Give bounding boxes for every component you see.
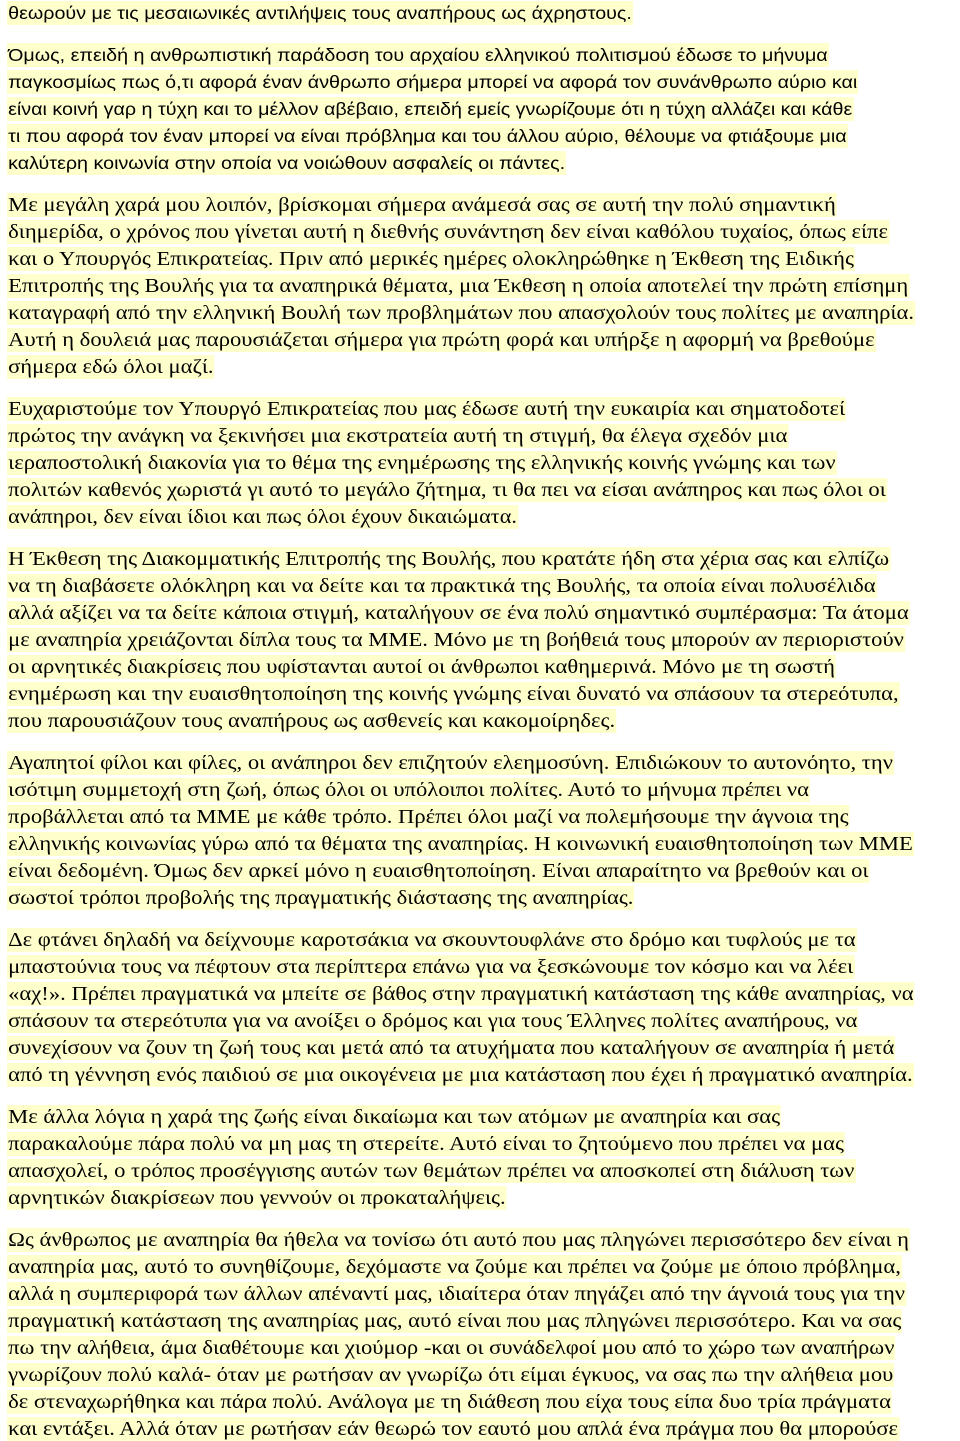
text-line <box>7 397 846 421</box>
highlighted-text: προβάλλεται από τα ΜΜΕ με κάθε τρόπο. Πρέπει όλοι μαζί να πολεμήσουμε την άγνοια της <box>8 806 849 828</box>
text-line <box>7 478 886 502</box>
text-line <box>7 601 909 625</box>
highlighted-text: Δε φτάνει δηλαδή να δείχνουμε καροτσάκια να σκουντουφλάνε στο δρόμο και τυφλούς με τα <box>8 929 856 951</box>
highlighted-text: Με άλλα λόγια η χαρά της ζωής είναι δικαίωμα και των ατόμων με αναπηρία και σας <box>8 1106 781 1128</box>
text-line <box>7 274 909 298</box>
text-line <box>7 655 835 679</box>
text-line <box>7 1105 781 1129</box>
text-line <box>7 124 847 148</box>
highlighted-text: που παρουσιάζουν τους αναπήρους ως ασθενείς και κακομοίρηδες. <box>8 710 616 732</box>
highlighted-text: από τη γέννηση ενός παιδιού σε μια οικογένεια με μια κατάσταση που έχει ή πραγματικό αναπηρία. <box>8 1064 913 1086</box>
text-line <box>7 1228 909 1252</box>
highlighted-text: θεωρούν με τις μεσαιωνικές αντιλήψεις τους αναπήρους ως άχρηστους. <box>8 3 632 23</box>
highlighted-text: ιεραποστολική διακονία για το θέμα της ενημέρωσης της ελληνικής κοινής γνώμης και των <box>8 452 836 474</box>
highlighted-text: «αχ!». Πρέπει πραγματικά να μπείτε σε βάθος στην πραγματική κατάσταση της κάθε αναπηρίας, να <box>8 983 914 1005</box>
highlighted-text: σήμερα εδώ όλοι μαζί. <box>8 356 214 378</box>
highlighted-text: και ο Υπουργός Επικρατείας. Πριν από μερικές ημέρες ολοκληρώθηκε η Έκθεση της Ειδικής <box>8 248 854 270</box>
highlighted-text: αλλά αξίζει να τα δείτε κάποια στιγμή, καταλήγουν σε ένα πολύ σημαντικό συμπέρασμα: Τα άτομα <box>8 602 909 624</box>
text-line <box>7 355 214 379</box>
text-line <box>7 220 888 244</box>
text-line <box>7 451 836 475</box>
text-line <box>7 424 788 448</box>
highlighted-text: Με μεγάλη χαρά μου λοιπόν, βρίσκομαι σήμερα ανάμεσά σας σε αυτή την πολύ σημαντική <box>8 194 836 216</box>
text-line <box>7 682 899 706</box>
highlighted-text: είναι κοινή γαρ η τύχη και το μέλλον αβέβαιο, επειδή εμείς γνωρίζουμε ότι η τύχη αλλάζει και κάθε <box>8 99 853 119</box>
text-line <box>7 574 876 598</box>
highlighted-text: καταγραφή από την ελληνική Βουλή των προβλημάτων που απασχολούν τους πολίτες με αναπηρία. <box>8 302 915 324</box>
text-line <box>7 1036 895 1060</box>
text-line <box>7 505 517 529</box>
text-line <box>7 1132 844 1156</box>
text-line <box>7 193 836 217</box>
highlighted-text: Επιτροπής της Βουλής για τα αναπηρικά θέματα, μια Έκθεση η οποία αποτελεί την πρώτη επίσημη <box>8 275 909 297</box>
highlighted-text: παγκοσμίως πως ό,τι αφορά έναν άνθρωπο σήμερα μπορεί να αφορά τον συνάνθρωπο αύριο και <box>8 72 858 92</box>
highlighted-text: συνεχίσουν να ζουν τη ζωή τους και μετά από τα ατυχήματα που καταλήγουν σε αναπηρία ή μετά <box>8 1037 895 1059</box>
text-line <box>7 1186 506 1210</box>
text-line <box>7 1159 855 1183</box>
text-line <box>7 151 566 175</box>
highlighted-text: διημερίδα, ο χρόνος που γίνεται αυτή η διεθνής συνάντηση δεν είναι καθόλου τυχαίος, όπως είπε <box>8 221 888 243</box>
highlighted-text: Η Έκθεση της Διακομματικής Επιτροπής της Βουλής, που κρατάτε ήδη στα χέρια σας και ελπίζω <box>8 548 890 570</box>
text-line <box>7 247 854 271</box>
highlighted-text: σωστοί τρόποι προβολής της πραγματικής διάστασης της αναπηρίας. <box>8 887 634 909</box>
highlighted-text: ισότιμη συμμετοχή στη ζωή, όπως όλοι οι υπόλοιποι πολίτες. Αυτό το μήνυμα πρέπει να <box>8 779 809 801</box>
text-line <box>7 805 849 829</box>
highlighted-text: Αγαπητοί φίλοι και φίλες, οι ανάπηροι δεν επιζητούν ελεημοσύνη. Επιδιώκουν το αυτονόητο, την <box>8 752 893 774</box>
highlighted-text: αναπηρία μας, αυτό το συνηθίζουμε, δεχόμαστε να ζούμε και πρέπει να ζούμε με όποιο πρόβλημα, <box>8 1256 901 1278</box>
text-line <box>7 751 893 775</box>
highlighted-text: πω την αλήθεια, άμα διαθέτουμε και χιούμορ -και οι συνάδελφοί μου από το χώρο των αναπήρων <box>8 1337 895 1359</box>
highlighted-text: Ως άνθρωπος με αναπηρία θα ήθελα να τονίσω ότι αυτό που μας πληγώνει περισσότερο δεν είναι η <box>8 1229 909 1251</box>
text-line <box>7 859 869 883</box>
text-line <box>7 982 914 1006</box>
text-line <box>7 1 632 25</box>
highlighted-text: μπαστούνια τους να πέφτουν στα περίπτερα επάνω για να ξεσκώνουμε τον κόσμο και να λέει <box>8 956 854 978</box>
text-line <box>7 1417 899 1441</box>
text-line <box>7 43 828 67</box>
highlighted-text: Όμως, επειδή η ανθρωπιστική παράδοση του αρχαίου ελληνικού πολιτισμού έδωσε το μήνυμα <box>8 45 828 65</box>
text-line <box>7 1009 858 1033</box>
text-line <box>7 328 875 352</box>
highlighted-text: είναι δεδομένη. Όμως δεν αρκεί μόνο η ευαισθητοποίηση. Είναι απαραίτητο να βρεθούν και οι <box>8 860 869 882</box>
text-line <box>7 832 913 856</box>
highlighted-text: οι αρνητικές διακρίσεις που υφίστανται αυτοί οι άνθρωποι καθημερινά. Μόνο με τη σωστή <box>8 656 835 678</box>
highlighted-text: πρώτος την ανάγκη να ξεκινήσει μια εκστρατεία αυτή τη στιγμή, θα έλεγα σχεδόν μια <box>8 425 788 447</box>
highlighted-text: ελληνικής κοινωνίας γύρω από τα θέματα της αναπηρίας. Η κοινωνική ευαισθητοποίηση των ΜΜΕ <box>8 833 913 855</box>
text-line <box>7 955 854 979</box>
text-line <box>7 97 853 121</box>
text-line <box>7 928 856 952</box>
highlighted-text: δε στεναχωρήθηκα και πάρα πολύ. Ανάλογα με τη διάθεση που είχα τους είπα δυο τρία πράγματα <box>8 1391 891 1413</box>
highlighted-text: ανάπηροι, δεν είναι ίδιοι και πως όλοι έχουν δικαιώματα. <box>8 506 517 528</box>
text-line <box>7 709 616 733</box>
highlighted-text: σπάσουν τα στερεότυπα για να ανοίξει ο δρόμος και για τους Έλληνες πολίτες αναπήρους, να <box>8 1010 858 1032</box>
text-line <box>7 886 634 910</box>
text-line <box>7 1390 891 1414</box>
highlighted-text: Αυτή η δουλειά μας παρουσιάζεται σήμερα για πρώτη φορά και υπήρξε η αφορμή να βρεθούμε <box>8 329 875 351</box>
highlighted-text: τι που αφορά τον έναν μπορεί να είναι πρόβλημα και του άλλου αύριο, θέλουμε να φτιάξουμε μια <box>8 126 847 146</box>
text-line <box>7 1063 913 1087</box>
highlighted-text: να τη διαβάσετε ολόκληρη και να δείτε και τα πρακτικά της Βουλής, τα οποία είναι πολυσέλιδα <box>8 575 876 597</box>
highlighted-text: και εντάξει. Αλλά όταν με ρωτήσαν εάν θεωρώ τον εαυτό μου απλά ένα πράγμα που θα μπορούσε <box>8 1418 899 1440</box>
highlighted-text: Ευχαριστούμε τον Υπουργό Επικρατείας που μας έδωσε αυτή την ευκαιρία και σηματοδοτεί <box>8 398 846 420</box>
text-line <box>7 778 809 802</box>
text-line <box>7 1255 901 1279</box>
highlighted-text: με αναπηρία χρειάζονται δίπλα τους τα ΜΜΕ. Μόνο με τη βοήθειά τους μπορούν αν περιοριστούν <box>8 629 904 651</box>
text-line <box>7 1336 895 1360</box>
highlighted-text: γνωρίζουν πολύ καλά- όταν με ρωτήσαν αν γνωρίζω ότι είμαι έγκυος, να σας πω την αλήθεια μου <box>8 1364 894 1386</box>
text-line <box>7 1363 894 1387</box>
highlighted-text: παρακαλούμε πάρα πολύ να μη μας τη στερείτε. Αυτό είναι το ζητούμενο που πρέπει να μας <box>8 1133 844 1155</box>
highlighted-text: πραγματική κατάσταση της αναπηρίας μας, αυτό είναι που μας πληγώνει περισσότερο. Και να σας <box>8 1310 902 1332</box>
highlighted-text: ενημέρωση και την ευαισθητοποίηση της κοινής γνώμης είναι δυνατό να σπάσουν τα στερεότυπα, <box>8 683 899 705</box>
highlighted-text: αρνητικών διακρίσεων που γεννούν οι προκαταλήψεις. <box>8 1187 506 1209</box>
text-line <box>7 1309 902 1333</box>
text-line <box>7 547 890 571</box>
text-line <box>7 301 915 325</box>
text-line <box>7 628 904 652</box>
highlighted-text: καλύτερη κοινωνία στην οποία να νοιώθουν ασφαλείς οι πάντες. <box>8 153 566 173</box>
highlighted-text: πολιτών καθενός χωριστά γι αυτό το μεγάλο ζήτημα, τι θα πει να είσαι ανάπηρος και πως όλοι οι <box>8 479 886 501</box>
highlighted-text: αλλά η συμπεριφορά των άλλων απέναντί μας, ιδιαίτερα όταν πηγάζει από την άγνοιά τους για την <box>8 1283 905 1305</box>
text-line <box>7 70 858 94</box>
text-line <box>7 1282 905 1306</box>
highlighted-text: απασχολεί, ο τρόπος προσέγγισης αυτών των θεμάτων πρέπει να αποσκοπεί στη διάλυση των <box>8 1160 855 1182</box>
